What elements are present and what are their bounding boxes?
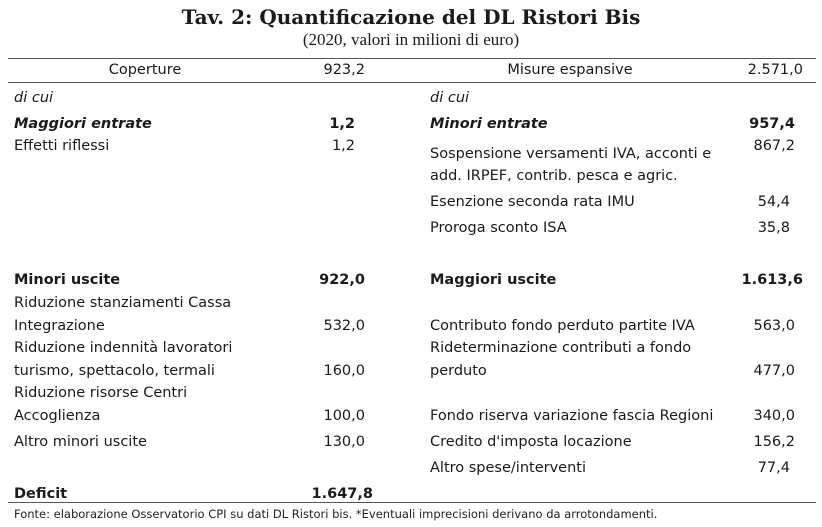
effetti-riflessi-value: 1,2 (331, 138, 355, 154)
maggiori-entrate-label: Maggiori entrate (14, 116, 152, 132)
rideterminazione-line2: perduto (430, 363, 487, 379)
fondo-riserva-value: 340,0 (753, 408, 795, 424)
bottom-rule (8, 502, 816, 503)
source-note: Fonte: elaborazione Osservatorio CPI su dati DL Ristori bis. *Eventuali imprecisioni derivano da arrotondamenti. (14, 507, 658, 521)
proroga-label: Proroga sconto ISA (430, 220, 567, 236)
riduzione-indennita-line1: Riduzione indennità lavoratori (14, 340, 233, 356)
altro-spese-label: Altro spese/interventi (430, 460, 586, 476)
sospensione-line1: Sospensione versamenti IVA, acconti e (430, 146, 712, 162)
left-di-cui: di cui (14, 90, 54, 106)
proroga-value: 35,8 (757, 220, 790, 236)
header-misure: Misure espansive (507, 62, 633, 78)
altro-spese-value: 77,4 (757, 460, 790, 476)
maggiori-uscite-value: 1.613,6 (741, 272, 803, 288)
esenzione-label: Esenzione seconda rata IMU (430, 194, 635, 210)
sospensione-value: 867,2 (753, 138, 795, 154)
table-title: Tav. 2: Quantificazione del DL Ristori Bis (181, 5, 641, 29)
maggiori-uscite-label: Maggiori uscite (430, 272, 557, 288)
esenzione-value: 54,4 (757, 194, 790, 210)
altro-minori-value: 130,0 (323, 434, 365, 450)
header-coperture: Coperture (108, 62, 182, 78)
credito-label: Credito d'imposta locazione (430, 434, 632, 450)
riduzione-indennita-value: 160,0 (323, 363, 365, 379)
riduzione-cassa-line2: Integrazione (14, 318, 105, 334)
minori-entrate-value: 957,4 (749, 116, 795, 132)
right-di-cui: di cui (430, 90, 470, 106)
header-coperture-value: 923,2 (323, 62, 365, 78)
header-rule (8, 82, 816, 83)
minori-entrate-label: Minori entrate (430, 116, 548, 132)
maggiori-entrate-value: 1,2 (329, 116, 355, 132)
contributo-label: Contributo fondo perduto partite IVA (430, 318, 695, 334)
deficit-label: Deficit (14, 486, 68, 502)
table-subtitle: (2020, valori in milioni di euro) (302, 30, 520, 49)
sospensione-line2: add. IRPEF, contrib. pesca e agric. (430, 168, 678, 184)
deficit-value: 1.647,8 (311, 486, 373, 502)
riduzione-cassa-value: 532,0 (323, 318, 365, 334)
credito-value: 156,2 (753, 434, 795, 450)
effetti-riflessi-label: Effetti riflessi (14, 138, 110, 154)
minori-uscite-value: 922,0 (319, 272, 365, 288)
fondo-riserva-label: Fondo riserva variazione fascia Regioni (430, 408, 714, 424)
riduzione-cassa-line1: Riduzione stanziamenti Cassa (14, 295, 232, 311)
riduzione-centri-value: 100,0 (323, 408, 365, 424)
header-misure-value: 2.571,0 (747, 62, 803, 78)
altro-minori-label: Altro minori uscite (14, 434, 147, 450)
rideterminazione-value: 477,0 (753, 363, 795, 379)
riduzione-indennita-line2: turismo, spettacolo, termali (14, 363, 215, 379)
riduzione-centri-line1: Riduzione risorse Centri (14, 385, 188, 401)
rideterminazione-line1: Rideterminazione contributi a fondo (430, 340, 692, 356)
contributo-value: 563,0 (753, 318, 795, 334)
minori-uscite-label: Minori uscite (14, 272, 121, 288)
riduzione-centri-line2: Accoglienza (14, 408, 101, 424)
